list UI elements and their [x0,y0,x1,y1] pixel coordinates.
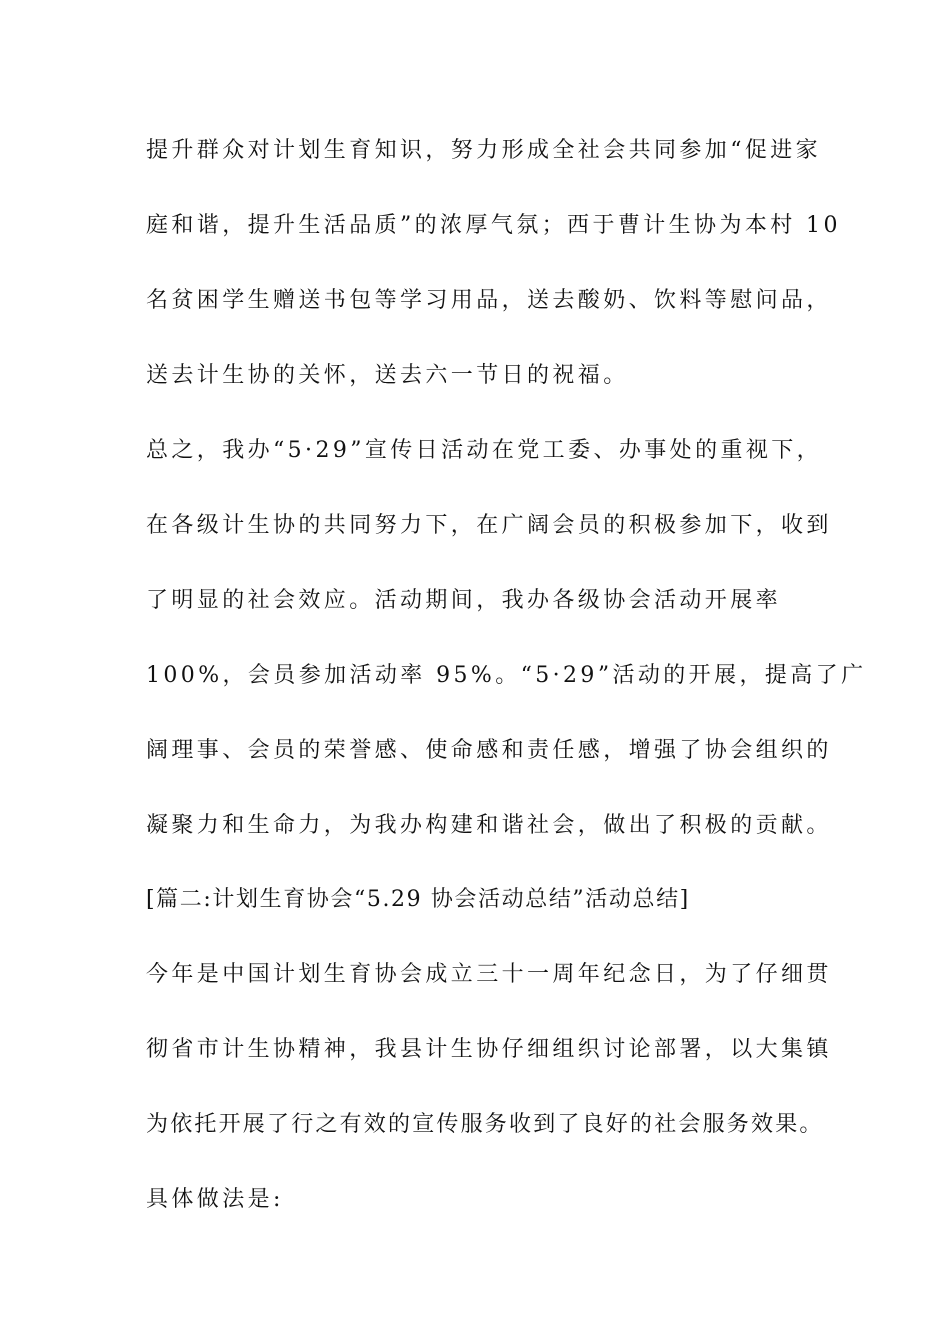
paragraph-line: 总之，我办“5·29”宣传日活动在党工委、办事处的重视下， [146,438,823,463]
paragraph-line: 具体做法是: [146,1187,284,1212]
paragraph-line: 阔理事、会员的荣誉感、使命感和责任感，增强了协会组织的 [146,738,832,763]
paragraph-line: 名贫困学生赠送书包等学习用品，送去酸奶、饮料等慰问品， [146,288,832,313]
paragraph-line: 庭和谐，提升生活品质”的浓厚气氛；西于曹计生协为本村 10 [146,213,841,238]
paragraph-line: 彻省市计生协精神，我县计生协仔细组织讨论部署，以大集镇 [146,1037,832,1062]
paragraph-line: 凝聚力和生命力，为我办构建和谐社会，做出了积极的贡献。 [146,813,832,838]
paragraph-line: 为依托开展了行之有效的宣传服务收到了良好的社会服务效果。 [146,1112,824,1137]
paragraph-line: 了明显的社会效应。活动期间，我办各级协会活动开展率 [146,588,782,613]
paragraph-line: 在各级计生协的共同努力下，在广阔会员的积极参加下，收到 [146,513,832,538]
paragraph-line: 提升群众对计划生育知识，努力形成全社会共同参加“促进家 [146,138,822,163]
paragraph-line: 今年是中国计划生育协会成立三十一周年纪念日，为了仔细贯 [146,962,832,987]
paragraph-line: 送去计生协的关怀，送去六一节日的祝福。 [146,363,629,388]
paragraph-line: 100%，会员参加活动率 95%。“5·29”活动的开展，提高了广 [146,663,867,688]
section-heading: [篇二:计划生育协会“5.29 协会活动总结”活动总结] [146,887,690,912]
